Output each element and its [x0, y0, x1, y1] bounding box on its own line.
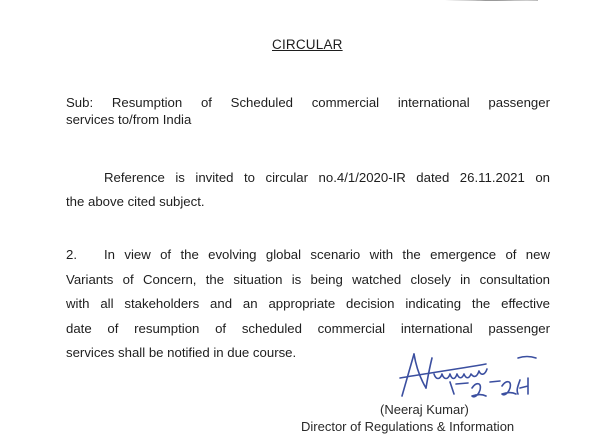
- subject-block: [66, 94, 550, 128]
- reference-paragraph: [66, 166, 550, 214]
- paragraph-line: with all stakeholders and an appropriate decision indicating the effective: [66, 296, 550, 311]
- paragraph-line: Variants of Concern, the situation is being watched closely in consultation: [66, 271, 550, 287]
- cropped-header-fragment: [420, 0, 540, 3]
- handwritten-signature: [392, 348, 552, 398]
- paragraph-line: date of resumption of scheduled commercial international passenger: [66, 320, 550, 336]
- paragraph-line: services shall be notified in due course.: [66, 345, 297, 360]
- paragraph-line-text: In view of the evolving global scenario with the emergence of new: [104, 247, 550, 262]
- subject-line: Sub: Resumption of Scheduled commercial international passenger: [66, 95, 550, 110]
- reference-line: the above cited subject.: [66, 194, 205, 209]
- document-heading: CIRCULAR: [272, 37, 343, 52]
- paragraph-line: [66, 243, 550, 268]
- signatory-name: (Neeraj Kumar): [380, 402, 469, 417]
- paragraph-number: 2.: [66, 247, 77, 262]
- signatory-title: Director of Regulations & Information: [301, 419, 515, 434]
- reference-line: Reference is invited to circular no.4/1/2020-IR dated 26.11.2021 on: [104, 170, 550, 185]
- subject-line: services to/from India: [66, 112, 192, 127]
